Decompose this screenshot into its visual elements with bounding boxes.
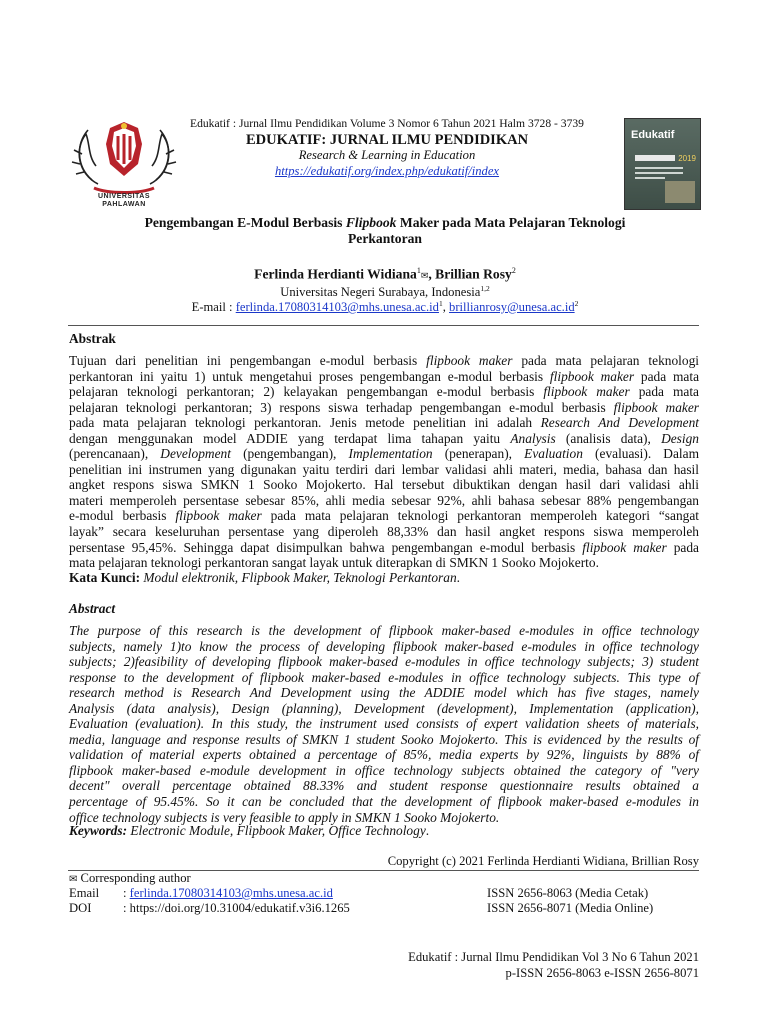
paragraph-line	[69, 477, 699, 493]
affiliation-sup: 1,2	[480, 284, 490, 293]
text-run: Evaluation (evaluation). In this study, the instrument used consists of expert validation sheets of materials,	[69, 716, 699, 732]
paragraph-line	[69, 493, 699, 509]
email-sep: :	[123, 886, 130, 900]
cover-bar	[635, 155, 675, 161]
text-run: research method is Research And Development using the ADDIE model which has five stages, namely	[69, 685, 699, 701]
article-title	[80, 215, 690, 247]
text-run: pelajaran teknologi perkantoran; 3) respons siswa terhadap pengembangan e-modul berbasis	[69, 399, 614, 415]
text-run: pada mata	[629, 384, 699, 400]
email-value-footer	[123, 886, 333, 901]
text-run: (penerapan),	[432, 446, 525, 462]
text-run: Analysis (data analysis), Design (planning), Development (development), Implementation (application),	[69, 700, 699, 716]
text-run: materi memperoleh persentase sebesar 85%, ahli media sebesar 92%, ahli bahasa sebesar 88% pengembangan	[69, 492, 699, 508]
paragraph-line	[69, 524, 699, 540]
journal-cover-image	[624, 118, 701, 210]
email-link-2[interactable]: brillianrosy@unesa.ac.id	[449, 300, 575, 315]
logo-caption: UNIVERSITAS PAHLAWAN	[97, 193, 151, 208]
kata-kunci-text: Modul elektronik, Flipbook Maker, Teknologi Perkantoran	[143, 570, 457, 585]
text-run: subjects, namely 1)to know the process of developing flipbook maker-based e-modules in office technology	[69, 638, 699, 654]
doi-value: : https://doi.org/10.31004/edukatif.v3i6.1265	[123, 901, 350, 915]
paragraph-line	[69, 794, 699, 810]
keywords-end: .	[425, 823, 430, 838]
text-run: pada mata pelajaran teknologi perkantoran memperoleh kategori “sangat	[261, 508, 700, 524]
title-part-1: Pengembangan E-Modul Berbasis	[144, 215, 346, 230]
keywords-label: Keywords:	[69, 823, 131, 838]
paragraph-line	[69, 431, 699, 447]
abstrak-body	[69, 353, 699, 571]
email-1-sup: 1	[438, 299, 443, 308]
author-2-sup: 2	[511, 266, 516, 275]
text-run: percentage of 95.45%. So it can be concluded that the development of flipbook maker-based e-modules in	[69, 794, 699, 810]
text-run: pada mata pelajaran teknologi	[512, 353, 699, 368]
kata-kunci	[69, 570, 699, 586]
paragraph-line	[69, 778, 699, 794]
paragraph-line	[69, 508, 699, 524]
issn-online: ISSN 2656-8071 (Media Online)	[487, 901, 654, 915]
abstract-body	[69, 623, 699, 825]
italic-term: Development	[160, 446, 231, 462]
text-run: response to the development of flipbook maker-based e-modules in office technology subjects. This type of	[69, 669, 699, 685]
kata-kunci-label: Kata Kunci:	[69, 570, 144, 585]
text-run: Tujuan dari penelitian ini pengembangan e-modul berbasis	[69, 353, 427, 368]
kata-kunci-end: .	[456, 570, 461, 585]
page-footer-line-2: p-ISSN 2656-8063 e-ISSN 2656-8071	[505, 966, 699, 980]
paragraph-line	[69, 462, 699, 478]
italic-term: Implementation	[348, 446, 433, 462]
cover-stripe	[635, 167, 683, 169]
paragraph-line	[69, 639, 699, 655]
cover-year: 2019	[678, 154, 696, 163]
text-run: subjects; 2)feasibility of developing flipbook maker-based e-modules in office technology subjects; 3) student	[69, 654, 699, 670]
text-run: (pengembangan),	[230, 446, 349, 462]
email-label: E-mail :	[191, 300, 236, 315]
copyright-line: Copyright (c) 2021 Ferlinda Herdianti Widiana, Brillian Rosy	[387, 854, 699, 868]
divider-top	[68, 325, 699, 326]
text-run: e-modul berbasis	[69, 508, 176, 524]
journal-tagline: Research & Learning in Education	[298, 148, 476, 162]
paragraph-line	[69, 701, 699, 717]
email-link-1[interactable]: ferlinda.17080314103@mhs.unesa.ac.id	[235, 300, 439, 315]
paragraph-line	[69, 623, 699, 639]
affiliation-text: Universitas Negeri Surabaya, Indonesia	[280, 285, 481, 300]
text-run: (evaluasi). Dalam	[582, 446, 699, 462]
text-run: pada mata pelajaran teknologi perkantoran. Jenis metode penelitian ini adalah	[69, 415, 541, 431]
paragraph-line	[69, 555, 699, 571]
journal-name: EDUKATIF: JURNAL ILMU PENDIDIKAN	[245, 132, 529, 148]
italic-term: Evaluation	[524, 446, 583, 462]
title-part-2: Maker pada Mata Pelajaran Teknologi	[396, 215, 626, 230]
paragraph-line	[69, 384, 699, 400]
text-run: media, language and response results of SMKN 1 student Sooko Mojokerto. This is evidenced by the results of	[69, 731, 699, 747]
keywords	[69, 823, 699, 839]
corresponding-author	[69, 871, 191, 887]
author-1: Ferlinda Herdianti Widiana	[254, 266, 417, 282]
text-run: office technology subjects is very feasible to apply in SMKN 1 Sooko Mojokerto.	[69, 809, 500, 825]
text-run: flipbook maker-based e-module development in office technology subjects obtained the category of "very	[69, 762, 699, 778]
text-run: validation of material experts obtained a percentage of 85%, media experts by 92%, linguists by 88% of	[69, 747, 699, 763]
paragraph-line	[69, 415, 699, 431]
author-2: , Brillian Rosy	[428, 266, 512, 282]
italic-term: Analysis	[510, 430, 556, 446]
journal-url-wrap	[150, 164, 624, 179]
title-italic: Flipbook	[345, 215, 397, 230]
mail-icon: ✉	[69, 874, 78, 885]
text-run: pada mata	[634, 368, 700, 384]
paragraph-line	[69, 353, 699, 369]
italic-term: Design	[661, 430, 699, 446]
cover-stripe	[635, 172, 683, 174]
paragraph-line	[69, 670, 699, 686]
text-run: persentase 95,45%. Sehingga dapat disimpulkan bahwa pengembangan e-modul berbasis	[69, 539, 583, 555]
keywords-text: Electronic Module, Flipbook Maker, Office Technology	[130, 823, 426, 838]
text-run: dengan menggunakan model ADDIE yang terdapat lima tahapan yaitu	[69, 430, 511, 446]
footer-email-link[interactable]: ferlinda.17080314103@mhs.unesa.ac.id	[129, 886, 333, 900]
paragraph-line	[69, 732, 699, 748]
italic-term: flipbook maker	[543, 384, 630, 400]
text-run: (perencanaan),	[69, 446, 161, 462]
email-label-footer: Email	[69, 886, 100, 900]
paragraph-line	[69, 540, 699, 556]
text-run: angket respons siswa SMKN 1 Sooko Mojokerto. Hal tersebut dibuktikan dengan hasil dari validasi ahli	[69, 477, 699, 493]
title-line-2: Perkantoran	[347, 231, 422, 246]
italic-term: flipbook maker	[175, 508, 262, 524]
email-2-sup: 2	[574, 299, 579, 308]
abstract-heading: Abstract	[69, 601, 116, 616]
paragraph-line	[69, 446, 699, 462]
cover-illustration	[665, 181, 695, 203]
author-emails: E-mail : $ferlinda.17080314103@mhs.unesa.ac.id^1$, $brillianrosy@unesa.ac.id^2$	[191, 299, 579, 315]
text-run: penelitian ini instrumen yang digunakan yaitu terdiri dari lembar validasi ahli materi, media, bahasa dan hasil	[69, 461, 699, 477]
paragraph-line	[69, 400, 699, 416]
italic-term: flipbook maker	[582, 539, 667, 555]
journal-citation-line: Edukatif : Jurnal Ilmu Pendidikan Volume 3 Nomor 6 Tahun 2021 Halm 3728 - 3739	[190, 117, 584, 130]
text-run: pada	[666, 539, 699, 555]
paragraph-line	[69, 716, 699, 732]
university-logo-text	[78, 193, 170, 209]
paragraph-line	[69, 369, 699, 385]
issn-print: ISSN 2656-8063 (Media Cetak)	[487, 886, 649, 900]
mail-icon: ✉	[420, 270, 429, 281]
text-run: decent" overall percentage obtained 88.33% and student response questionnaire results obtained a	[69, 778, 699, 794]
italic-term: flipbook maker	[613, 399, 700, 415]
doi-label: DOI	[69, 901, 92, 915]
italic-term: flipbook maker	[426, 353, 513, 368]
text-run: The purpose of this research is the development of flipbook maker-based e-modules in office technology	[69, 623, 699, 638]
text-run: pelajaran teknologi perkantoran; 2) kelayakan pengembangan e-modul berbasis	[69, 384, 544, 400]
text-run: layak” secara keseluruhan persentase yang diperoleh 88,33% dan hasil angket respons siswa memperoleh	[69, 524, 699, 540]
author-1-sup: 1	[416, 266, 421, 275]
abstrak-heading: Abstrak	[69, 331, 116, 346]
text-run: (analisis data),	[555, 430, 662, 446]
cover-stripe	[635, 177, 665, 179]
cover-title: Edukatif	[631, 129, 675, 141]
paragraph-line	[69, 763, 699, 779]
text-run: perkantoran ini yaitu 1) untuk mengetahui proses pengembangan e-modul berbasis	[69, 368, 550, 384]
text-run: mata pelajaran teknologi perkantoran sangat layak untuk diterapkan di SMKN 1 Sooko Mojokerto.	[69, 555, 599, 571]
italic-term: Research And Development	[540, 415, 699, 431]
journal-url-link[interactable]: https://edukatif.org/index.php/edukatif/index	[274, 164, 500, 178]
page-footer-line-1: Edukatif : Jurnal Ilmu Pendidikan Vol 3 No 6 Tahun 2021	[408, 950, 699, 964]
paragraph-line	[69, 685, 699, 701]
italic-term: flipbook maker	[549, 368, 635, 384]
paragraph-line	[69, 654, 699, 670]
corresponding-text: Corresponding author	[80, 871, 191, 885]
paragraph-line	[69, 747, 699, 763]
